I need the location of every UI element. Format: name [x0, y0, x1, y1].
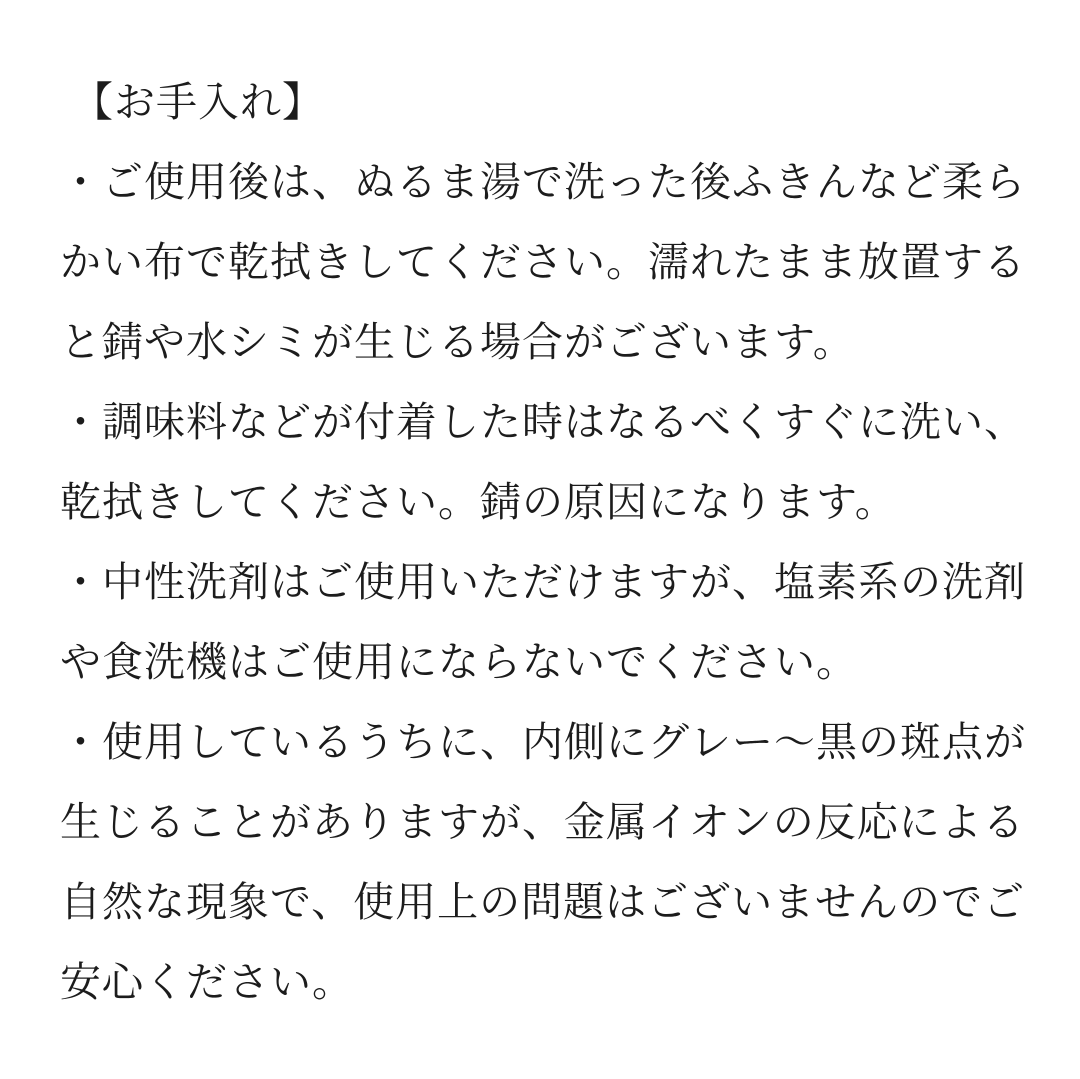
text-line: 生じることがありますが、金属イオンの反応による	[60, 799, 1025, 845]
text-line: 自然な現象で、使用上の問題はございませんのでご	[60, 879, 1026, 925]
text-line: ・ご使用後は、ぬるま湯で洗った後ふきんなど柔ら	[60, 159, 1026, 205]
text-line: ・調味料などが付着した時はなるべくすぐに洗い、	[60, 399, 1026, 445]
text-line: かい布で乾拭きしてください。濡れたまま放置する	[60, 239, 1026, 285]
text-line: 安心ください。	[60, 959, 354, 1005]
text-line: 乾拭きしてください。錆の原因になります。	[60, 479, 897, 525]
text-line: ・中性洗剤はご使用いただけますが、塩素系の洗剤	[60, 559, 1026, 605]
section-title: 【お手入れ】	[72, 79, 324, 125]
text-line: と錆や水シミが生じる場合がございます。	[60, 319, 855, 365]
text-line: や食洗機はご使用にならないでください。	[60, 639, 858, 685]
text-line: ・使用しているうちに、内側にグレー〜黒の斑点が	[60, 719, 1026, 765]
